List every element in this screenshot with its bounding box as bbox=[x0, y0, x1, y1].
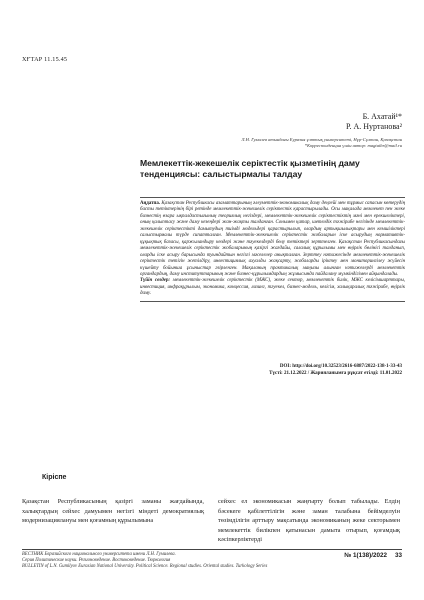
footer-line: BULLETIN of L.N. Gumilyov Eurasian National University. Political Science. Regional studies. Oriental studies. Turkology Series bbox=[22, 564, 268, 569]
abstract-paragraph bbox=[140, 201, 405, 278]
classification-code: ХҒТАР 11.15.45 bbox=[22, 56, 68, 63]
author-name: Р. А. Нуртанова² bbox=[346, 122, 402, 131]
correspondence-text: *Корреспонденция үшін автор: magtaibr@mail.ru bbox=[304, 143, 402, 148]
page-info bbox=[344, 552, 402, 559]
issue-number: № 1(138)/2022 bbox=[344, 552, 387, 559]
submission-dates: Түсті: 21.12.2022 / Жарияланымға рұқсат етілді: 11.01.2022 bbox=[269, 371, 402, 376]
abstract-label: Аңдатпа. bbox=[140, 201, 161, 206]
article-title: Мемлекеттік-жекешелік серіктестік қызметінің даму тенденциясы: салыстырмалы талдау bbox=[140, 158, 360, 179]
body-column-right: сейхес ел экономикасын жаңғырту болып табылады. Елдің бәсекеге қабілеттілігін және заман талабына бейімделуін төзімділігін арттыру мақсатында экономиканың жеке секторымен мемлекеттік билікпен қатынасын дамыта отырып, қоғамдық кәсіпкерліктерді bbox=[218, 498, 400, 544]
institution-text: Л.Н. Гумилев атындағы Еуразия ұлттық университеті, Нұр-Сұлтан, Қазақстан bbox=[241, 137, 402, 142]
keywords-label: Түйін сөздер: bbox=[140, 278, 171, 284]
footer-line: ВЕСТНИК Евразийского национального университета имени Л.Н. Гумилева. bbox=[22, 552, 176, 557]
abstract-text: Қазақстан Республикасы азаматтарының әлеуметтік-экономикалық даму деңгейі мен тұрмыс сапасын көтерудің басты тетіктерінің бірі ретінде мемлекеттік-жекешелік серіктестік қарастырылады. Осы мақалада мемлекет пен жеке бизнестің өзара ықпалдастығының теориялық негіздері, мемлекеттік-жекешелік серіктестіктің мәні мен ерекшеліктері, оның қалыптасу және даму кезеңдері жан-жақты талданған. Сонымен қатар, шетелдік тәжірибе негізінде мемлекеттік-жекешелік серіктестікті дамытудың тиімді модельдері қарастырылып, олардың артықшылықтары мен кемшіліктері салыстырмалы түрде сипатталған. Мемлекеттік-жекешелік серіктестік жобаларын іске асырудың нормативтік-құқықтық базасы, қаржыландыру көздері және тәуекелдерді бөлу тетіктері зерттелген. Қазақстан Республикасындағы мемлекеттік-жекешелік серіктестік жобаларының қазіргі жағдайы, салалық құрылымы мен өңірлік бөлінісі талданып, оларды іске асыру барысында туындайтын негізгі мәселелер анықталған. Зерттеу нәтижесінде мемлекеттік-жекешелік серіктестік тетігін жетілдіру, инвестициялық ахуалды жақсарту, жобаларды іріктеу мен мониторингілеу жүйесін күшейту бойынша ұсыныстар әзірленген. Мақаланың практикалық маңызы алынған нәтижелерді мемлекеттік органдардың, даму институттарының және бизнес-құрылымдардың жұмысында пайдалану мүмкіндігімен айқындалады. bbox=[140, 201, 405, 277]
author-name: Б. Ахатай¹* bbox=[362, 112, 402, 121]
doi-block bbox=[82, 363, 402, 377]
doi-link[interactable]: DOI: http://doi.org/10.32523/2616-6887/2022-138-1-33-43 bbox=[279, 364, 402, 369]
keywords-paragraph bbox=[140, 278, 405, 297]
keywords-text: мемлекеттік-жекешелік серіктестік (МЖС), жеке сектор, мемлекеттік билік, МЖС келісімшарттары, инвестиция, инфрақұрылым, экономика, концессия, лизинг, тәуекел, бизнес-модель, келісім, халықаралық тәжірибе, өңірлік даму. bbox=[140, 278, 405, 297]
footer-line: Серия Политические науки. Регионоведение. Востоковедение. Тюркология bbox=[22, 558, 171, 563]
abstract-box bbox=[140, 197, 405, 302]
body-column-left: Қазақстан Республикасының қазіргі заманы жағдайында, халықтардың сейхес дамуымен негізгі міндеті демократиялық модернизациялануы мен қоғамның құрылымына bbox=[22, 498, 204, 525]
footer-divider bbox=[22, 549, 402, 550]
page-number: 33 bbox=[394, 552, 402, 559]
affiliation-block bbox=[82, 137, 402, 149]
journal-footer bbox=[22, 552, 302, 570]
author-block bbox=[182, 112, 402, 132]
section-heading: Кіріспе bbox=[42, 474, 67, 481]
